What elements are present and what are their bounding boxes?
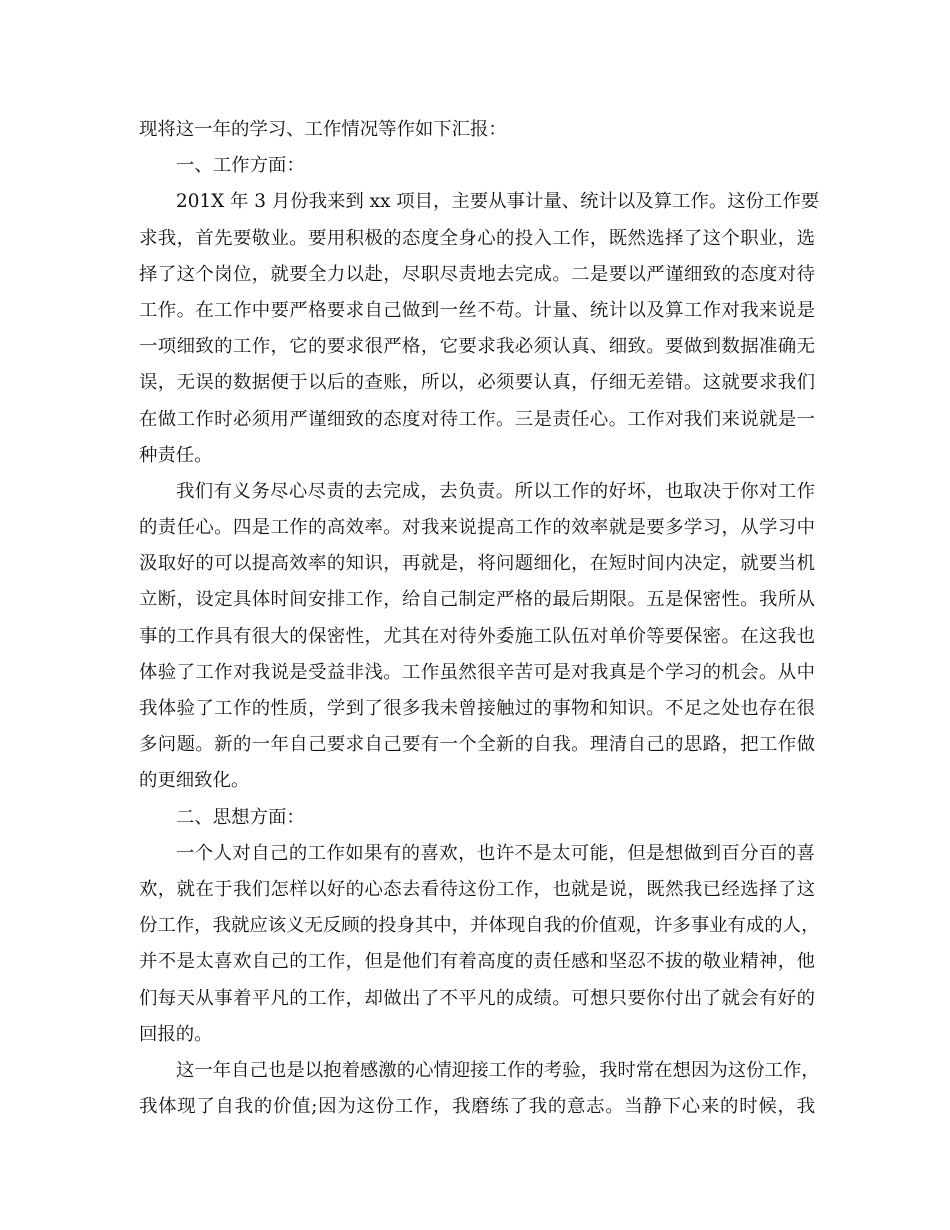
text-line: 求我，首先要敬业。要用积极的态度全身心的投入工作，既然选择了这个职业，选 (139, 227, 815, 249)
text-line: 一、工作方面： (176, 155, 305, 177)
text-line: 201X 年 3 月份我来到 xx 项目，主要从事计量、统计以及算工作。这份工作要 (176, 191, 820, 213)
text-line: 欢，就在于我们怎样以好的心态去看待这份工作，也就是说，既然我已经选择了这 (139, 878, 815, 900)
text-line: 事的工作具有很大的保密性，尤其在对待外委施工队伍对单价等要保密。在这我也 (139, 625, 815, 647)
document-body (139, 112, 820, 1125)
text-line: 我体验了工作的性质，学到了很多我未曾接触过的事物和知识。不足之处也存在很 (139, 698, 815, 719)
text-line: 在做工作时必须用严谨细致的态度对待工作。三是责任心。工作对我们来说就是一 (139, 408, 815, 430)
text-line: 种责任。 (139, 444, 213, 466)
text-line: 立断，设定具体时间安排工作，给自己制定严格的最后期限。五是保密性。我所从 (139, 589, 815, 611)
text-line: 现将这一年的学习、工作情况等作如下汇报： (139, 119, 507, 140)
text-line: 一项细致的工作，它的要求很严格，它要求我必须认真、细致。要做到数据准确无 (139, 336, 815, 358)
text-line: 并不是太喜欢自己的工作，但是他们有着高度的责任感和坚忍不拔的敬业精神，他 (139, 951, 815, 973)
text-line: 回报的。 (139, 1023, 213, 1045)
text-line: 择了这个岗位，就要全力以赴，尽职尽责地去完成。二是要以严谨细致的态度对待 (139, 263, 815, 285)
text-line: 工作。在工作中要严格要求自己做到一丝不苟。计量、统计以及算工作对我来说是 (139, 299, 815, 321)
text-line: 我们有义务尽心尽责的去完成，去负责。所以工作的好坏，也取决于你对工作 (176, 480, 815, 502)
text-line: 体验了工作对我说是受益非浅。工作虽然很辛苦可是对我真是个学习的机会。从中 (139, 661, 815, 683)
text-line: 一个人对自己的工作如果有的喜欢，也许不是太可能，但是想做到百分百的喜 (176, 842, 815, 864)
text-line: 的责任心。四是工作的高效率。对我来说提高工作的效率就是要多学习，从学习中 (139, 517, 815, 539)
text-line: 误，无误的数据便于以后的查账，所以，必须要认真，仔细无差错。这就要求我们 (139, 372, 815, 394)
text-line: 这一年自己也是以抱着感激的心情迎接工作的考验，我时常在想因为这份工作， (176, 1059, 820, 1081)
text-line: 的更细致化。 (139, 770, 250, 792)
text-line: 份工作，我就应该义无反顾的投身其中，并体现自我的价值观，许多事业有成的人， (139, 915, 820, 937)
text-line: 汲取好的可以提高效率的知识，再就是，将问题细化，在短时间内决定，就要当机 (139, 553, 815, 575)
text-line: 们每天从事着平凡的工作，却做出了不平凡的成绩。可想只要你付出了就会有好的 (139, 987, 815, 1009)
text-line: 我体现了自我的价值;因为这份工作，我磨练了我的意志。当静下心来的时候，我 (139, 1096, 815, 1118)
text-line: 多问题。新的一年自己要求自己要有一个全新的自我。理清自己的思路，把工作做 (139, 734, 815, 756)
text-line: 二、思想方面： (176, 806, 305, 828)
